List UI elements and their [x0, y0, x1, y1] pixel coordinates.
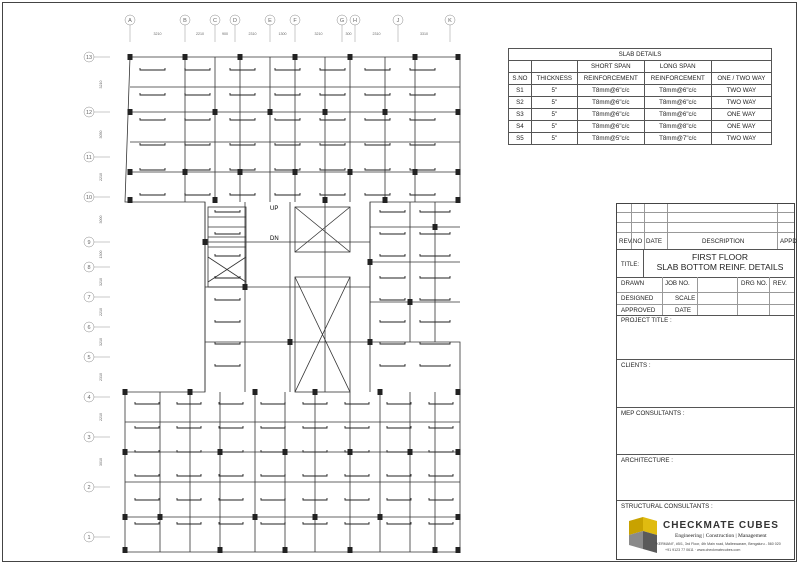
grid-label-col: F: [293, 18, 297, 24]
rebar-mark: [380, 254, 405, 256]
table-header-cell: SHORT SPAN: [577, 61, 644, 73]
column-mark: [456, 514, 461, 520]
column-mark: [323, 109, 328, 115]
column-mark: [268, 109, 273, 115]
rebar-mark: [261, 450, 285, 452]
grid-dim-row: 1300: [99, 250, 103, 259]
rebar-mark: [140, 168, 165, 170]
rebar-mark: [140, 118, 165, 120]
rebar-mark: [230, 68, 255, 70]
table-row: [509, 97, 772, 109]
mep-consultants-label: MEP CONSULTANTS :: [621, 410, 685, 417]
slab-details-title: SLAB DETAILS: [509, 49, 772, 61]
table-cell: 5": [531, 85, 577, 97]
company-tagline: Engineering | Construction | Management: [675, 533, 767, 539]
grid-dim-row: 2210: [99, 413, 103, 421]
table-cell: T8mm@8"c/c: [644, 121, 711, 133]
column-mark: [378, 514, 383, 520]
column-mark: [348, 449, 353, 455]
grid-dim-col: 2210: [196, 32, 204, 36]
table-cell: T8mm@6"c/c: [644, 109, 711, 121]
date-label: DATE: [646, 238, 663, 245]
rebar-mark: [275, 118, 300, 120]
table-row: [509, 109, 772, 121]
rebar-mark: [135, 426, 159, 428]
column-mark: [283, 547, 288, 553]
column-mark: [293, 54, 298, 60]
rebar-mark: [219, 426, 243, 428]
rebar-mark: [219, 522, 243, 524]
column-mark: [123, 514, 128, 520]
column-mark: [348, 169, 353, 175]
column-mark: [253, 389, 258, 395]
floor-plan-drawing: [80, 12, 470, 557]
rebar-mark: [429, 426, 453, 428]
date2-label: DATE: [675, 307, 692, 314]
column-mark: [128, 169, 133, 175]
grid-label-col: J: [396, 18, 400, 24]
drawing-title-line2: SLAB BOTTOM REINF. DETAILS: [656, 262, 784, 272]
column-mark: [238, 54, 243, 60]
drg-no-label: DRG NO.: [741, 280, 768, 287]
rebar-mark: [320, 143, 345, 145]
column-mark: [283, 449, 288, 455]
table-cell: TWO WAY: [711, 97, 771, 109]
rebar-mark: [420, 364, 450, 366]
grid-label-col: A: [128, 18, 132, 24]
rebar-mark: [215, 298, 240, 300]
table-header-cell: ONE / TWO WAY: [711, 73, 771, 85]
column-mark: [213, 197, 218, 203]
rebar-mark: [320, 193, 345, 195]
drawing-title: [645, 252, 795, 272]
grid-label-row: 4: [87, 395, 91, 401]
company-contact: +91 9123 77 0611 · www.checkmatecubes.com: [665, 548, 741, 552]
grid-label-row: 3: [87, 435, 91, 441]
structural-consultants-label: STRUCTURAL CONSULTANTS :: [621, 503, 713, 510]
rebar-mark: [185, 193, 210, 195]
column-mark: [313, 389, 318, 395]
grid-dim-col: 300: [345, 32, 352, 36]
rebar-mark: [365, 168, 390, 170]
table-cell: S3: [509, 109, 532, 121]
grid-dim-row: 3210: [99, 338, 103, 346]
scale-label: SCALE: [675, 295, 696, 302]
rebar-mark: [185, 68, 210, 70]
column-mark: [456, 197, 461, 203]
table-cell: TWO WAY: [711, 133, 771, 145]
grid-label-row: 9: [87, 240, 91, 246]
rebar-mark: [380, 298, 405, 300]
column-mark: [313, 514, 318, 520]
table-cell: S2: [509, 97, 532, 109]
rebar-mark: [320, 68, 345, 70]
rebar-mark: [387, 474, 411, 476]
rebar-mark: [387, 450, 411, 452]
column-mark: [456, 389, 461, 395]
grid-label-col: D: [233, 18, 237, 24]
company-address: "KERMANI", #5/1, 3rd Floor, 4th Main road, Malleswaram, Bengaluru - 560 020: [655, 542, 781, 546]
rebar-mark: [275, 143, 300, 145]
rebar-mark: [261, 474, 285, 476]
column-mark: [293, 169, 298, 175]
rebar-mark: [410, 68, 435, 70]
rebar-mark: [215, 254, 240, 256]
rebar-mark: [177, 498, 201, 500]
stair-up-label: UP: [270, 206, 279, 212]
grid-dim-col: 3310: [420, 32, 428, 36]
grid-dim-col: 2310: [372, 32, 381, 36]
rebar-mark: [365, 143, 390, 145]
project-title-label: PROJECT TITLE :: [621, 317, 672, 324]
grid-dim-row: 2210: [99, 308, 103, 316]
column-mark: [456, 547, 461, 553]
table-header-cell: LONG SPAN: [644, 61, 711, 73]
column-mark: [348, 54, 353, 60]
column-mark: [288, 339, 293, 345]
rebar-mark: [429, 522, 453, 524]
column-mark: [456, 54, 461, 60]
drawn-label: DRAWN: [621, 280, 645, 287]
rebar-mark: [365, 193, 390, 195]
grid-label-col: H: [353, 18, 357, 24]
table-row: [509, 133, 772, 145]
grid-label-col: G: [339, 18, 345, 24]
column-mark: [323, 197, 328, 203]
column-mark: [433, 547, 438, 553]
rebar-mark: [185, 118, 210, 120]
grid-label-row: 1: [87, 535, 91, 541]
rebar-mark: [219, 402, 243, 404]
column-mark: [123, 547, 128, 553]
rebar-mark: [387, 426, 411, 428]
rebar-mark: [261, 402, 285, 404]
rebar-mark: [410, 118, 435, 120]
column-mark: [433, 224, 438, 230]
rebar-mark: [140, 68, 165, 70]
column-mark: [368, 259, 373, 265]
rebar-mark: [261, 522, 285, 524]
stair-dn-label: DN: [270, 236, 279, 242]
rebar-mark: [215, 232, 240, 234]
table-header-cell: [509, 61, 532, 73]
grid-dim-row: 3050: [99, 130, 103, 139]
column-mark: [218, 547, 223, 553]
grid-label-col: E: [268, 18, 272, 24]
column-mark: [408, 449, 413, 455]
grid-label-row: 5: [87, 355, 91, 361]
rebar-mark: [140, 193, 165, 195]
column-mark: [456, 449, 461, 455]
rebar-mark: [185, 143, 210, 145]
rebar-mark: [140, 143, 165, 145]
column-mark: [213, 109, 218, 115]
table-cell: 5": [531, 121, 577, 133]
table-header-cell: [531, 61, 577, 73]
grid-label-row: 7: [87, 295, 91, 301]
rebar-mark: [215, 364, 240, 366]
table-row: [509, 85, 772, 97]
rebar-mark: [177, 426, 201, 428]
column-mark: [183, 54, 188, 60]
title-block: [616, 203, 795, 560]
grid-dim-row: 2210: [99, 173, 103, 181]
table-cell: TWO WAY: [711, 85, 771, 97]
grid-label-col: C: [213, 18, 217, 24]
column-mark: [383, 197, 388, 203]
grid-dim-col: 900: [222, 32, 228, 36]
table-header-row-2: [509, 73, 772, 85]
column-mark: [383, 109, 388, 115]
grid-label-row: 8: [87, 265, 91, 271]
rebar-mark: [429, 474, 453, 476]
table-cell: T8mm@6"c/c: [577, 121, 644, 133]
grid-label-row: 11: [86, 155, 92, 161]
grid-dim-row: 3000: [99, 215, 103, 224]
column-mark: [128, 109, 133, 115]
column-mark: [218, 449, 223, 455]
column-mark: [243, 284, 248, 290]
column-mark: [348, 547, 353, 553]
column-mark: [183, 169, 188, 175]
grid-label-col: K: [448, 18, 452, 24]
rebar-mark: [135, 498, 159, 500]
column-mark: [253, 514, 258, 520]
rebar-mark: [320, 93, 345, 95]
table-header-cell: S.NO: [509, 73, 532, 85]
rebar-mark: [380, 320, 405, 322]
company-name: CHECKMATE CUBES: [663, 520, 779, 531]
table-header-cell: [711, 61, 771, 73]
column-mark: [456, 169, 461, 175]
table-cell: T8mm@6"c/c: [577, 85, 644, 97]
grid-label-row: 10: [85, 195, 93, 201]
rebar-mark: [387, 402, 411, 404]
grid-dim-col: 2310: [248, 32, 257, 36]
rebar-mark: [185, 93, 210, 95]
rebar-mark: [177, 522, 201, 524]
rebar-mark: [261, 426, 285, 428]
table-header-cell: REINFORCEMENT: [577, 73, 644, 85]
rebar-mark: [135, 522, 159, 524]
table-cell: S5: [509, 133, 532, 145]
table-header-cell: REINFORCEMENT: [644, 73, 711, 85]
grid-label-row: 13: [85, 55, 93, 61]
checkmate-cubes-logo-icon: [627, 517, 661, 553]
rebar-mark: [365, 118, 390, 120]
rebar-mark: [429, 498, 453, 500]
rebar-mark: [135, 474, 159, 476]
column-mark: [378, 389, 383, 395]
rebar-mark: [345, 402, 369, 404]
grid-dim-col: 3210: [314, 32, 323, 36]
grid-label-row: 6: [87, 325, 91, 331]
rebar-mark: [429, 402, 453, 404]
rebar-mark: [219, 450, 243, 452]
clients-label: CLIENTS :: [621, 362, 651, 369]
slab-details-table: [508, 48, 772, 145]
appd-label: APPD: [780, 238, 797, 245]
column-mark: [456, 109, 461, 115]
architecture-label: ARCHITECTURE :: [621, 457, 673, 464]
rebar-mark: [387, 522, 411, 524]
table-cell: ONE WAY: [711, 109, 771, 121]
rebar-mark: [177, 450, 201, 452]
approved-label: APPROVED: [621, 307, 656, 314]
table-cell: S4: [509, 121, 532, 133]
column-mark: [408, 299, 413, 305]
column-mark: [238, 169, 243, 175]
rebar-mark: [140, 93, 165, 95]
column-mark: [128, 54, 133, 60]
column-mark: [203, 239, 208, 245]
grid-dim-row: 2310: [99, 373, 103, 381]
rev-no-label: REV.NO: [619, 238, 643, 245]
column-mark: [368, 339, 373, 345]
rebar-mark: [177, 474, 201, 476]
rebar-mark: [230, 193, 255, 195]
table-cell: ONE WAY: [711, 121, 771, 133]
rebar-mark: [275, 193, 300, 195]
table-cell: 5": [531, 97, 577, 109]
rebar-mark: [345, 474, 369, 476]
job-no-label: JOB NO.: [665, 280, 690, 287]
rebar-mark: [230, 143, 255, 145]
table-header-row-1: [509, 61, 772, 73]
grid-dim-col: 3210: [153, 32, 162, 36]
rebar-mark: [177, 402, 201, 404]
table-row: [509, 121, 772, 133]
drawing-title-line1: FIRST FLOOR: [691, 252, 749, 262]
rebar-mark: [219, 474, 243, 476]
designed-label: DESIGNED: [621, 295, 654, 302]
column-mark: [123, 449, 128, 455]
rebar-mark: [215, 320, 240, 322]
grid-label-row: 12: [85, 110, 93, 116]
title-label: TITLE:: [621, 262, 640, 268]
rebar-mark: [410, 193, 435, 195]
rebar-mark: [215, 210, 240, 212]
grid-dim-row: 3010: [99, 458, 103, 466]
rebar-mark: [275, 93, 300, 95]
rebar-mark: [219, 498, 243, 500]
rebar-mark: [135, 402, 159, 404]
rebar-mark: [185, 168, 210, 170]
table-cell: T8mm@6"c/c: [577, 97, 644, 109]
rebar-mark: [230, 118, 255, 120]
grid-label-row: 2: [87, 485, 91, 491]
rebar-mark: [365, 93, 390, 95]
rebar-mark: [345, 522, 369, 524]
column-mark: [123, 389, 128, 395]
rebar-mark: [380, 210, 405, 212]
grid-dim-row: 3210: [99, 278, 103, 286]
rebar-mark: [429, 450, 453, 452]
column-mark: [413, 169, 418, 175]
table-cell: T8mm@5"c/c: [577, 133, 644, 145]
grid-dim-row: 3210: [99, 80, 103, 89]
rebar-mark: [345, 498, 369, 500]
rebar-mark: [410, 93, 435, 95]
description-label: DESCRIPTION: [702, 238, 745, 245]
rebar-mark: [345, 426, 369, 428]
rebar-mark: [275, 68, 300, 70]
grid-label-col: B: [183, 18, 187, 24]
rebar-mark: [387, 498, 411, 500]
rebar-mark: [380, 276, 405, 278]
column-mark: [413, 54, 418, 60]
rebar-mark: [365, 68, 390, 70]
table-cell: S1: [509, 85, 532, 97]
table-cell: T8mm@6"c/c: [644, 85, 711, 97]
column-mark: [158, 514, 163, 520]
rebar-mark: [230, 93, 255, 95]
rebar-mark: [410, 143, 435, 145]
table-cell: T8mm@6"c/c: [577, 109, 644, 121]
rev-label: REV.: [773, 280, 787, 287]
rebar-mark: [320, 168, 345, 170]
grid-dim-col: 1300: [278, 32, 287, 36]
column-mark: [128, 197, 133, 203]
floor-plan: [80, 12, 470, 557]
table-cell: 5": [531, 109, 577, 121]
rebar-mark: [215, 276, 240, 278]
table-cell: T8mm@7"c/c: [644, 133, 711, 145]
table-cell: T8mm@6"c/c: [644, 97, 711, 109]
rebar-mark: [261, 498, 285, 500]
table-cell: 5": [531, 133, 577, 145]
column-mark: [188, 389, 193, 395]
table-header-cell: THICKNESS: [531, 73, 577, 85]
rebar-mark: [135, 450, 159, 452]
rebar-mark: [320, 118, 345, 120]
rebar-mark: [380, 232, 405, 234]
rebar-mark: [380, 364, 405, 366]
